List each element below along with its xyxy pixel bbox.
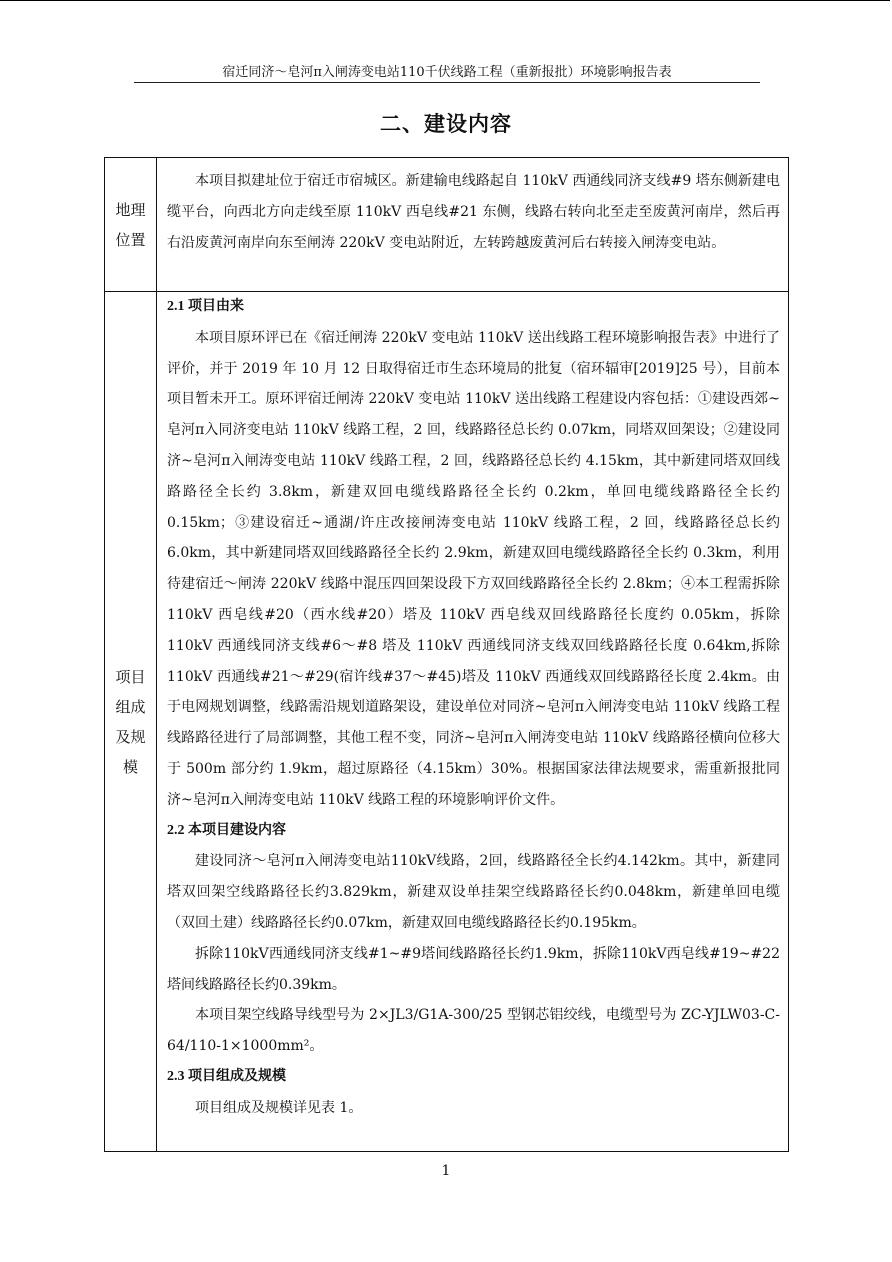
construction-content-table xyxy=(104,157,789,1152)
header-rule xyxy=(134,82,760,83)
section-2-3-text: 项目组成及规模详见表 1。 xyxy=(195,1099,363,1116)
section-2-1-text: 本项目原环评已在《宿迁闸涛 220kV 变电站 110kV 送出线路工程环境影响报告表》中进行了评价，并于 2019 年 10 月 12 日取得宿迁市生态环境局的批复（宿环辐审[2019]25 号），目前本项目暂未开工。原环评宿迁闸涛 220kV 变电站 110kV 送出线路工程建设内容包括：①建设西郊~皂河π入同济变电站 110kV 线路工程，2 回，线路路径总长约 0.07km，同塔双回架设；②建设同济~皂河π入闸涛变电站 110kV 线路工程，2 回，线路路径总长约 4.15km，其中新建同塔双回线路路径全长约 3.8km，新建双回电缆线路路径全长约 0.2km，单回电缆线路路径全长约 0.15km；③建设宿迁~通湖/许庄改接闸涛变电站 110kV 线路工程，2 回，线路路径总长约 6.0km，其中新建同塔双回线路路径全长约 2.9km，新建双回电缆线路路径全长约 0.3km，利用待建宿迁～闸涛 220kV 线路中混压四回架设段下方双回线路路径全长约 2.8km；④本工程需拆除 110kV 西皂线#20（西水线#20）塔及 110kV 西皂线双回线路路径长度约 0.05km，拆除 110kV 西通线同济支线#6～#8 塔及 110kV 西通线同济支线双回线路路径长度 0.64km,拆除 110kV 西通线#21～#29(宿许线#37～#45)塔及 110kV 西通线双回线路路径长度 2.4km。由于电网规划调整，线路需沿规划道路架设，建设单位对同济~皂河π入闸涛变电站 110kV 线路工程线路路径进行了局部调整，其他工程不变，同济~皂河π入闸涛变电站 110kV 线路路径横向位移大于 500m 部分约 1.9km，超过原路径（4.15km）30%。根据国家法律法规要求，需重新报批同济~皂河π入闸涛变电站 110kV 线路工程的环境影响评价文件。 xyxy=(167,329,780,808)
location-row xyxy=(105,158,789,292)
running-header: 宿迁同济～皂河π入闸涛变电站110千伏线路工程（重新报批）环境影响报告表 xyxy=(222,65,672,80)
composition-label-cell xyxy=(105,292,157,1152)
location-text: 本项目拟建址位于宿迁市宿城区。新建输电线路起自 110kV 西通线同济支线#9 塔东侧新建电缆平台，向西北方向走线至原 110kV 西皂线#21 东侧，线路右转向北至走至废黄河南岸，然后再右沿废黄河南岸向东至闸涛 220kV 变电站附近，左转跨越废黄河后右转接入闸涛变电站。 xyxy=(167,173,780,251)
composition-label: 项目组成及规模 xyxy=(115,667,146,776)
section-title: 二、建设内容 xyxy=(380,112,512,136)
location-label-cell xyxy=(105,158,157,292)
section-2-2-text-3: 本项目架空线路导线型号为 2×JL3/G1A-300/25 型钢芯铝绞线，电缆型号为 ZC-YJLW03-C-64/110-1×1000mm²。 xyxy=(167,1007,780,1055)
page-number: 1 xyxy=(441,1163,451,1179)
section-2-2-text-1: 建设同济～皂河π入闸涛变电站110kV线路，2回，线路路径全长约4.142km。其中，新建同塔双回架空线路路径长约3.829km，新建双设单挂架空线路路径长约0.048km，新建单回电缆（双回土建）线路路径长约0.07km，新建双回电缆线路路径长约0.195km。 xyxy=(167,853,780,931)
section-2-3-heading: 2.3 项目组成及规模 xyxy=(167,1068,286,1084)
composition-row xyxy=(105,292,789,1152)
section-2-2-heading: 2.2 本项目建设内容 xyxy=(167,822,286,838)
section-2-2-text-2: 拆除110kV西通线同济支线#1~#9塔间线路路径长约1.9km，拆除110kV西皂线#19~#22塔间线路路径长约0.39km。 xyxy=(167,945,780,993)
section-2-1-heading: 2.1 项目由来 xyxy=(167,299,244,314)
scan-top-edge xyxy=(0,0,890,1)
composition-content-cell xyxy=(157,292,789,1152)
location-content-cell xyxy=(157,158,789,292)
location-label: 地理位置 xyxy=(115,200,146,249)
